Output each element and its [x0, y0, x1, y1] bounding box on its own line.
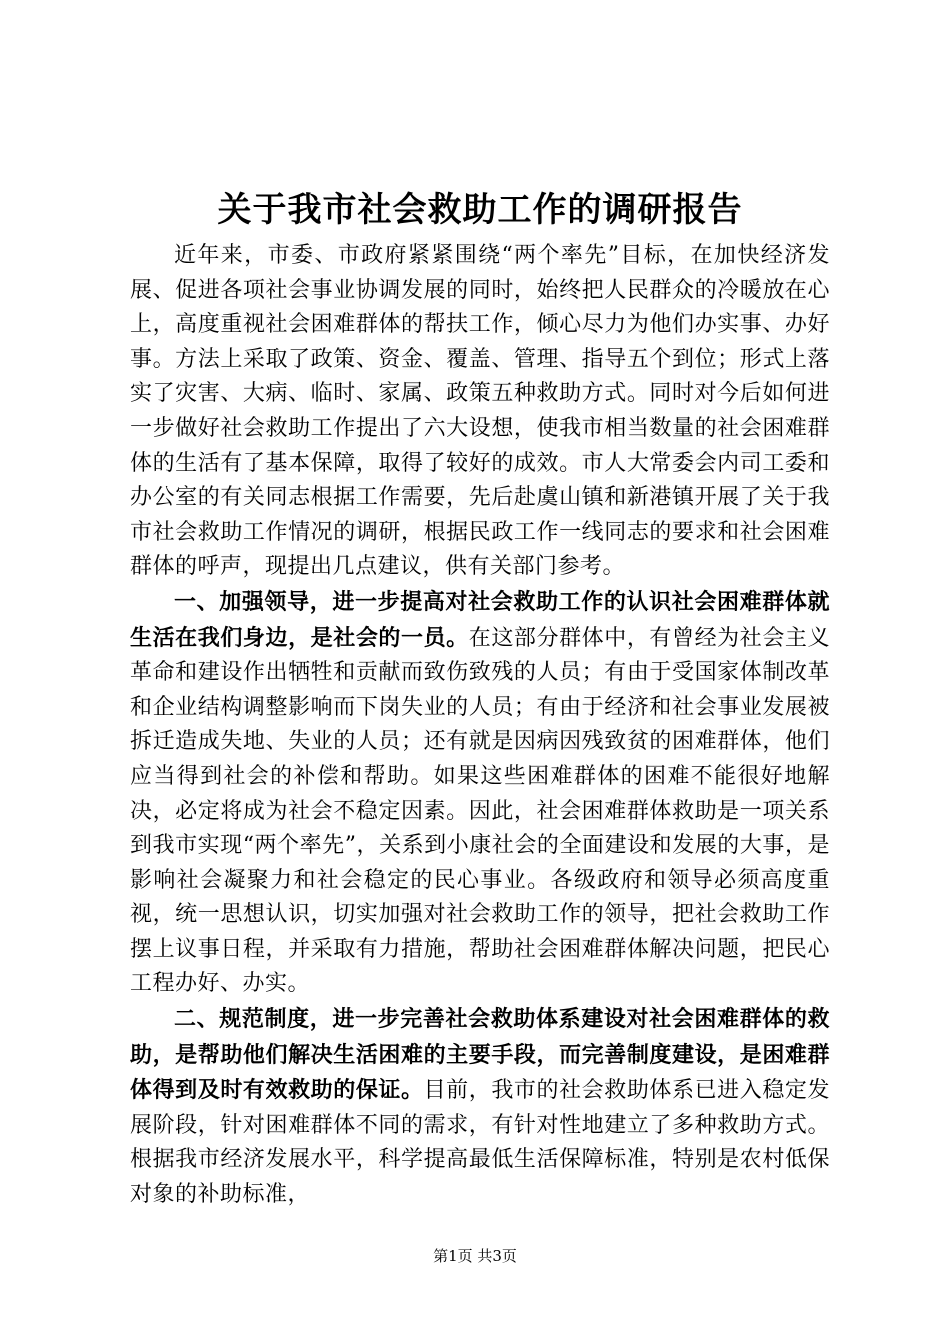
paragraph-body: 近年来，市委、市政府紧紧围绕“两个率先”目标，在加快经济发展、促进各项社会事业协调发展的同时，始终把人民群众的冷暖放在心上，高度重视社会困难群体的帮扶工作，倾心尽力为他们办实事、办好事。方法上采取了政策、资金、覆盖、管理、指导五个到位；形式上落实了灾害、大病、临时、家属、政策五种救助方式。同时对今后如何进一步做好社会救助工作提出了六大设想，使我市相当数量的社会困难群体的生活有了基本保障，取得了较好的成效。市人大常委会内司工委和办公室的有关同志根据工作需要，先后赴虞山镇和新港镇开展了关于我市社会救助工作情况的调研，根据民政工作一线同志的要求和社会困难群体的呼声，现提出几点建议，供有关部门参考。	[130, 243, 830, 580]
paragraph-section-1	[130, 585, 830, 1002]
paragraph-section-2	[130, 1002, 830, 1213]
paragraph-body: 目前，我市的社会救助体系已进入稳定发展阶段，针对困难群体不同的需求，有针对性地建立了多种救助方式。根据我市经济发展水平，科学提高最低生活保障标准，特别是农村低保对象的补助标准，	[130, 1078, 830, 1208]
paragraph-intro	[130, 238, 830, 585]
paragraph-lead: 一、加强领导，进一步提高对社会救助工作的认识社会困难群体就生活在我们身边，是社会的一员。	[130, 588, 830, 651]
page-footer: 第1页 共3页	[433, 1247, 517, 1265]
document-title: 关于我市社会救助工作的调研报告	[217, 190, 743, 230]
paragraph-body: 在这部分群体中，有曾经为社会主义革命和建设作出牺牲和贡献而致伤致残的人员；有由于受国家体制改革和企业结构调整影响而下岗失业的人员；有由于经济和社会事业发展被拆迁造成失地、失业的人员；还有就是因病因残致贫的困难群体，他们应当得到社会的补偿和帮助。如果这些困难群体的困难不能很好地解决，必定将成为社会不稳定因素。因此，社会困难群体救助是一项关系到我市实现“两个率先”，关系到小康社会的全面建设和发展的大事，是影响社会凝聚力和社会稳定的民心事业。各级政府和领导必须高度重视，统一思想认识，切实加强对社会救助工作的领导，把社会救助工作摆上议事日程，并采取有力措施，帮助社会困难群体解决问题，把民心工程办好、办实。	[130, 625, 830, 997]
document-page	[130, 186, 830, 1213]
paragraph-lead: 二、规范制度，进一步完善社会救助体系建设对社会困难群体的救助，是帮助他们解决生活困难的主要手段，而完善制度建设，是困难群体得到及时有效救助的保证。	[130, 1006, 830, 1104]
